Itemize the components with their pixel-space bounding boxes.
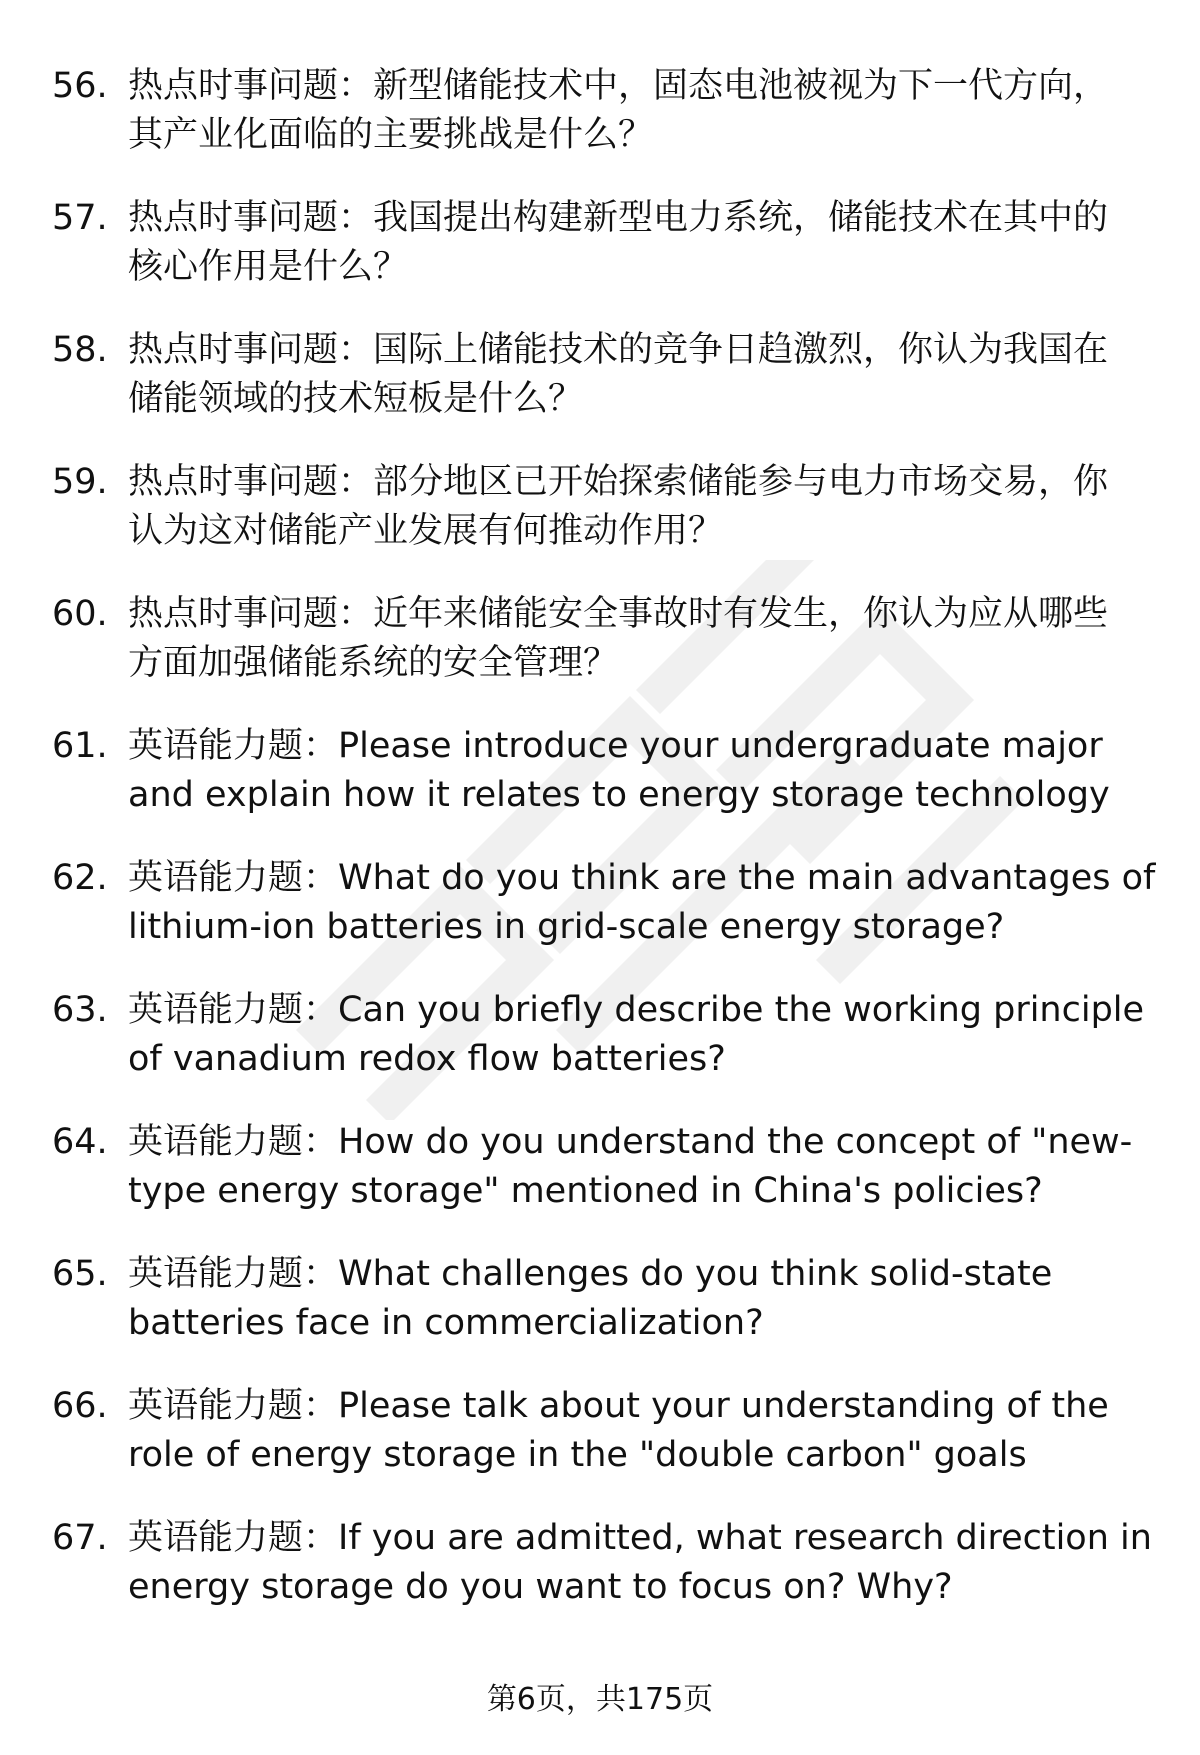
question-text	[128, 1118, 1148, 1216]
question-line: 英语能力题：What do you think are the main advantages of	[128, 858, 1156, 898]
question-line: 认为这对储能产业发展有何推动作用？	[128, 511, 724, 551]
question-line: batteries face in commercialization?	[128, 1303, 764, 1343]
question-text	[128, 1514, 1152, 1612]
question-number: 60.	[52, 594, 108, 634]
question-item	[0, 854, 1200, 986]
question-line: 其产业化面临的主要挑战是什么？	[128, 115, 654, 155]
question-line: 方面加强储能系统的安全管理？	[128, 643, 619, 683]
question-number: 57.	[52, 198, 108, 238]
question-line: 英语能力题：Please talk about your understanding of the	[128, 1386, 1109, 1426]
question-line: 热点时事问题：我国提出构建新型电力系统，储能技术在其中的	[128, 198, 1109, 238]
question-item	[0, 590, 1200, 722]
question-item	[0, 458, 1200, 590]
question-list	[0, 62, 1200, 1646]
question-line: 热点时事问题：新型储能技术中，固态电池被视为下一代方向，	[128, 66, 1109, 106]
question-number: 59.	[52, 462, 108, 502]
question-item	[0, 986, 1200, 1118]
question-line: 核心作用是什么？	[128, 247, 409, 287]
question-line: role of energy storage in the "double carbon" goals	[128, 1435, 1027, 1475]
question-number: 62.	[52, 858, 108, 898]
question-line: type energy storage" mentioned in China's policies?	[128, 1171, 1043, 1211]
question-number: 63.	[52, 990, 108, 1030]
question-line: 储能领域的技术短板是什么？	[128, 379, 584, 419]
question-number: 64.	[52, 1122, 108, 1162]
question-line: of vanadium redox flow batteries?	[128, 1039, 726, 1079]
question-line: lithium-ion batteries in grid-scale energy storage?	[128, 907, 1005, 947]
question-text	[128, 458, 1148, 556]
question-item	[0, 194, 1200, 326]
question-text	[128, 1250, 1148, 1348]
question-line: 英语能力题：If you are admitted, what research direction in	[128, 1518, 1152, 1558]
question-text	[128, 986, 1148, 1084]
question-line: 热点时事问题：国际上储能技术的竞争日趋激烈，你认为我国在	[128, 330, 1109, 370]
question-text	[128, 62, 1148, 160]
question-item	[0, 1250, 1200, 1382]
question-line: 英语能力题：How do you understand the concept of "new-	[128, 1122, 1133, 1162]
question-line: 热点时事问题：部分地区已开始探索储能参与电力市场交易，你	[128, 462, 1109, 502]
question-number: 66.	[52, 1386, 108, 1426]
question-text	[128, 722, 1148, 820]
question-number: 56.	[52, 66, 108, 106]
question-number: 61.	[52, 726, 108, 766]
question-text	[128, 326, 1148, 424]
question-number: 65.	[52, 1254, 108, 1294]
question-line: and explain how it relates to energy storage technology	[128, 775, 1110, 815]
question-text	[128, 854, 1156, 952]
question-item	[0, 1514, 1200, 1646]
page-footer: 第6页，共175页	[486, 1682, 714, 1717]
question-line: 热点时事问题：近年来储能安全事故时有发生，你认为应从哪些	[128, 594, 1109, 634]
question-line: 英语能力题：Can you briefly describe the working principle	[128, 990, 1145, 1030]
question-number: 58.	[52, 330, 108, 370]
question-line: 英语能力题：Please introduce your undergraduate major	[128, 726, 1103, 766]
question-item	[0, 1382, 1200, 1514]
question-text	[128, 194, 1148, 292]
question-number: 67.	[52, 1518, 108, 1558]
question-item	[0, 62, 1200, 194]
question-line: 英语能力题：What challenges do you think solid-state	[128, 1254, 1053, 1294]
question-text	[128, 590, 1148, 688]
question-item	[0, 722, 1200, 854]
question-item	[0, 326, 1200, 458]
question-item	[0, 1118, 1200, 1250]
question-text	[128, 1382, 1148, 1480]
question-line: energy storage do you want to focus on? Why?	[128, 1567, 953, 1607]
